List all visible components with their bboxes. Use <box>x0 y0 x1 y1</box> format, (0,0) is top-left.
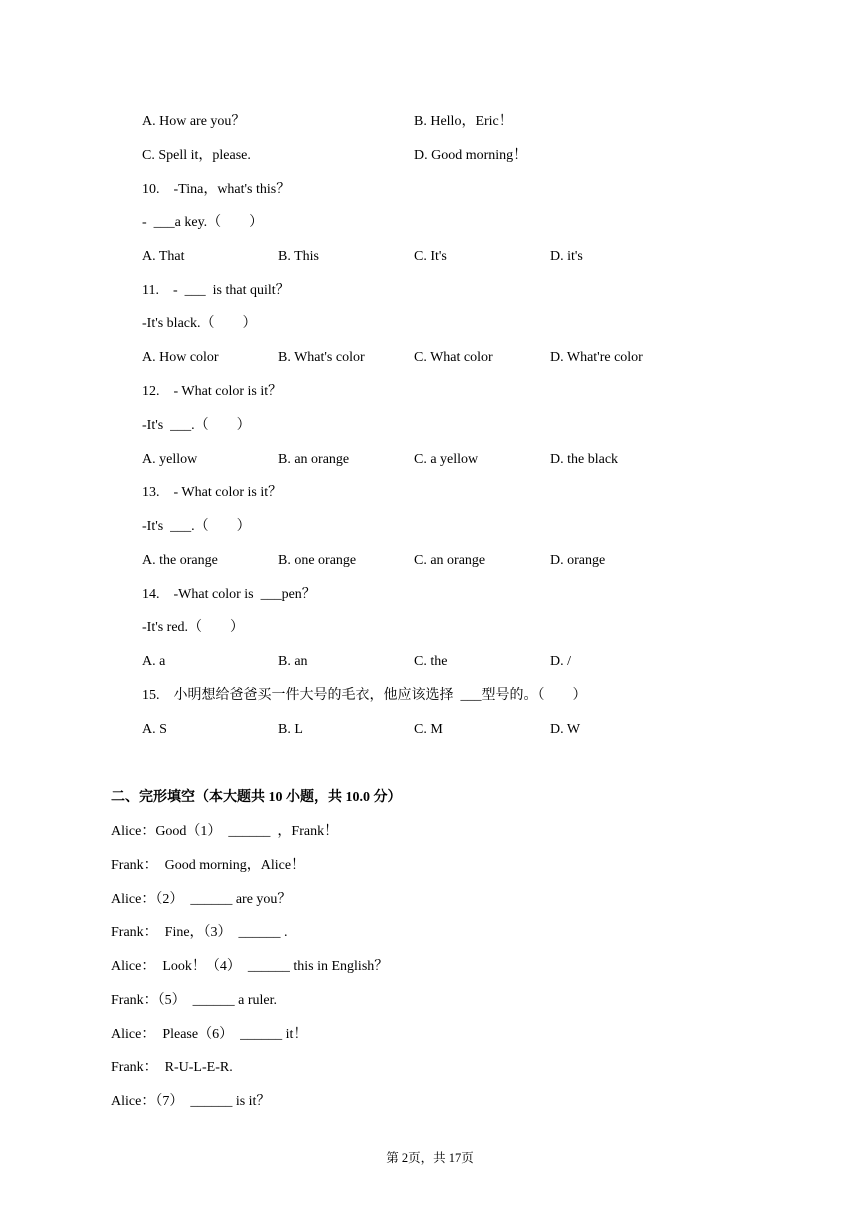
question-answer-line: - ___a key.（ ） <box>142 215 264 230</box>
q9-option-b: B. Hello，Eric！ <box>414 114 513 129</box>
option-a: A. How color <box>142 350 219 365</box>
page-footer: 第 2页，共 17页 <box>386 1151 474 1165</box>
option-d: D. What're color <box>550 350 643 365</box>
question-stem: 10. -Tina，what's this？ <box>142 182 291 197</box>
option-d: D. the black <box>550 452 619 467</box>
option-b: B. This <box>278 249 319 264</box>
option-a: A. That <box>142 249 185 264</box>
option-d: D. W <box>550 722 581 737</box>
dialogue-line: Alice： Look！（4） ______ this in English？ <box>111 959 389 974</box>
option-d: D. / <box>550 654 571 669</box>
question-stem: 12. - What color is it？ <box>142 384 283 399</box>
option-b: B. an <box>278 654 308 669</box>
section-heading: 二、完形填空（本大题共 10 小题，共 10.0 分） <box>111 790 402 805</box>
question-stem: 11. - ___ is that quilt？ <box>142 283 290 298</box>
dialogue-line: Alice：Good（1） ______ ，Frank！ <box>111 824 339 839</box>
q9-option-a: A. How are you？ <box>142 114 246 129</box>
option-b: B. one orange <box>278 553 357 568</box>
dialogue-line: Alice：（2） ______ are you？ <box>111 892 292 907</box>
question-stem: 14. -What color is ___pen？ <box>142 587 316 602</box>
option-c: C. the <box>414 654 448 669</box>
option-d: D. it's <box>550 249 583 264</box>
q9-option-d: D. Good morning！ <box>414 148 528 163</box>
dialogue-line: Frank：（5） ______ a ruler. <box>111 993 278 1008</box>
question-answer-line: -It's ___.（ ） <box>142 418 251 433</box>
option-a: A. the orange <box>142 553 218 568</box>
dialogue-line: Alice： Please（6） ______ it！ <box>111 1027 308 1042</box>
question-answer-line: -It's ___.（ ） <box>142 519 251 534</box>
option-d: D. orange <box>550 553 606 568</box>
question-answer-line: -It's black.（ ） <box>142 316 257 331</box>
option-b: B. L <box>278 722 303 737</box>
option-c: C. a yellow <box>414 452 479 467</box>
option-b: B. an orange <box>278 452 350 467</box>
option-a: A. a <box>142 654 166 669</box>
option-c: C. It's <box>414 249 447 264</box>
dialogue-line: Frank： Fine，（3） ______ . <box>111 925 288 940</box>
option-a: A. S <box>142 722 167 737</box>
option-a: A. yellow <box>142 452 198 467</box>
question-stem: 15. 小明想给爸爸买一件大号的毛衣，他应该选择 ___型号的。（ ） <box>142 688 587 703</box>
q9-option-c: C. Spell it，please. <box>142 148 251 163</box>
dialogue-line: Alice：（7） ______ is it？ <box>111 1094 271 1109</box>
option-c: C. an orange <box>414 553 486 568</box>
option-c: C. What color <box>414 350 493 365</box>
dialogue-line: Frank： R-U-L-E-R. <box>111 1060 233 1075</box>
option-c: C. M <box>414 722 443 737</box>
dialogue-line: Frank： Good morning，Alice！ <box>111 858 306 873</box>
question-stem: 13. - What color is it？ <box>142 485 283 500</box>
question-answer-line: -It's red.（ ） <box>142 620 245 635</box>
option-b: B. What's color <box>278 350 365 365</box>
